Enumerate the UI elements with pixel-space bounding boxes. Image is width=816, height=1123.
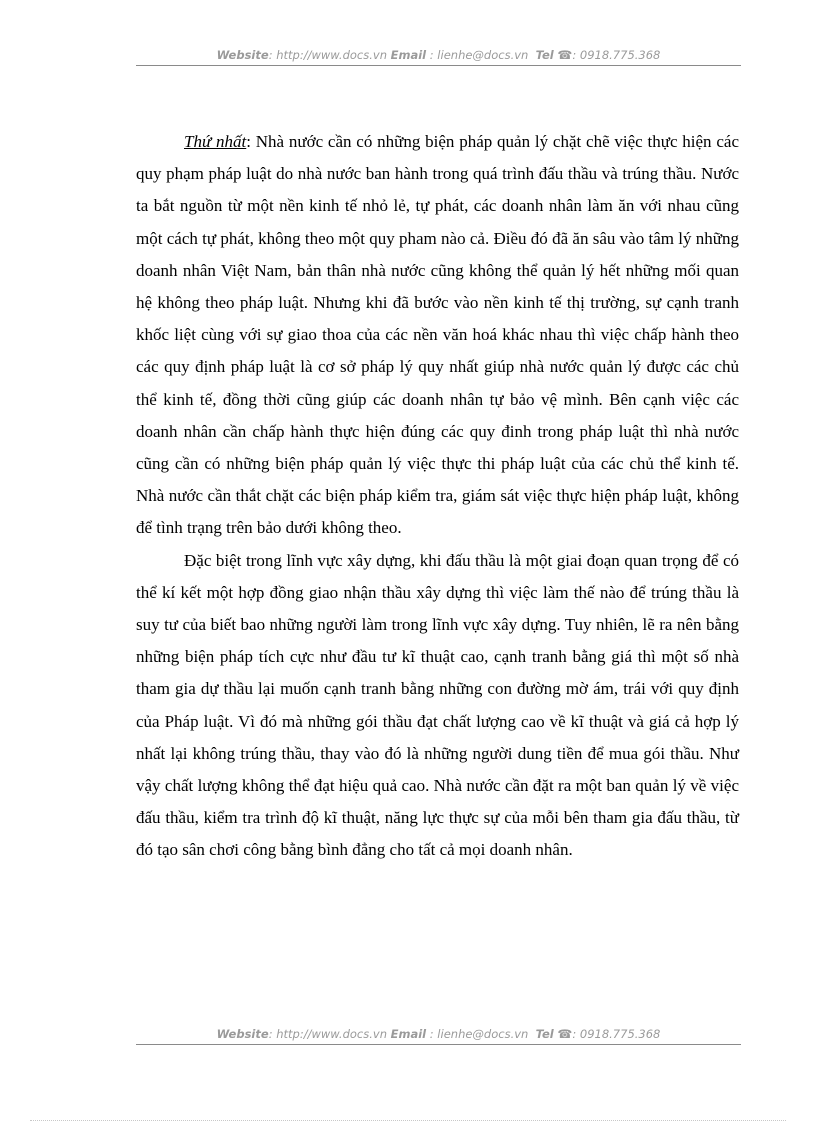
footer-email-value: : lienhe@docs.vn (426, 1027, 529, 1041)
footer-email-label: Email (390, 1027, 427, 1041)
paragraph-1 (136, 126, 739, 545)
page-header (136, 47, 741, 66)
paragraph-2-text: Đặc biệt trong lĩnh vực xây dựng, khi đấu thầu là một giai đoạn quan trọng để có thể kí kết một hợp đồng giao nhận thầu xây dựng thì việc làm thế nào để trúng thầu là suy tư của biết bao những người làm trong lĩnh vực xây dựng. Tuy nhiên, lẽ ra nên bằng những biện pháp tích cực như đầu tư kĩ thuật cao, cạnh tranh bằng giá thì một số nhà tham gia dự thầu lại muốn cạnh tranh bằng những con đường mờ ám, trái với quy định của Pháp luật. Vì đó mà những gói thầu đạt chất lượng cao về kĩ thuật và giá cả hợp lý nhất lại không trúng thầu, thay vào đó là những người dung tiền để mua gói thầu. Như vậy chất lượng không thể đạt hiệu quả cao. Nhà nước cần đặt ra một ban quản lý về việc đấu thầu, kiểm tra trình độ kĩ thuật, năng lực thực sự của mỗi bên tham gia đấu thầu, từ đó tạo sân chơi công bằng bình đẳng cho tất cả mọi doanh nhân. (136, 550, 739, 860)
header-email-value: : lienhe@docs.vn (426, 48, 529, 62)
footer-tel-label: Tel (535, 1027, 554, 1041)
footer-website-label: Website (216, 1027, 269, 1041)
header-email-label: Email (390, 48, 427, 62)
header-tel-value: : 0918.775.368 (572, 48, 661, 62)
footer-tel-value: : 0918.775.368 (572, 1027, 661, 1041)
page-footer (136, 1026, 741, 1045)
phone-icon: ☎ (557, 48, 573, 62)
header-website-value: : http://www.docs.vn (268, 48, 387, 62)
phone-icon: ☎ (557, 1027, 573, 1041)
paragraph-2 (136, 545, 739, 867)
footer-website-value: : http://www.docs.vn (268, 1027, 387, 1041)
page-break-divider (30, 1120, 786, 1121)
paragraph-1-lead: Thứ nhất (184, 132, 247, 151)
header-tel-label: Tel (535, 48, 554, 62)
header-website-label: Website (216, 48, 269, 62)
paragraph-1-text: : Nhà nước cần có những biện pháp quản lý chặt chẽ việc thực hiện các quy phạm pháp luật do nhà nước ban hành trong quá trình đấu thầu và trúng thầu. Nước ta bắt nguồn từ một nền kinh tế nhỏ lẻ, tự phát, các doanh nhân làm ăn với nhau cũng một cách tự phát, không theo một quy pham nào cả. Điều đó đã ăn sâu vào tâm lý những doanh nhân Việt Nam, bản thân nhà nước cũng không thể quản lý hết những mối quan hệ không theo pháp luật. Nhưng khi đã bước vào nền kinh tế thị trường, sự cạnh tranh khốc liệt cùng với sự giao thoa của các nền văn hoá khác nhau thì việc chấp hành theo các quy định pháp luật là cơ sở pháp lý quy nhất giúp nhà nước quản lý được các chủ thể kinh tế, đồng thời cũng giúp các doanh nhân tự bảo vệ mình. Bên cạnh việc các doanh nhân cần chấp hành thực hiện đúng các quy đinh trong pháp luật thì nhà nước cũng cần có những biện pháp quản lý việc thực thi pháp luật của các chủ thể kinh tế. Nhà nước cần thắt chặt các biện pháp kiểm tra, giám sát việc thực hiện pháp luật, không để tình trạng trên bảo dưới không theo. (136, 132, 739, 538)
document-body (136, 126, 739, 867)
